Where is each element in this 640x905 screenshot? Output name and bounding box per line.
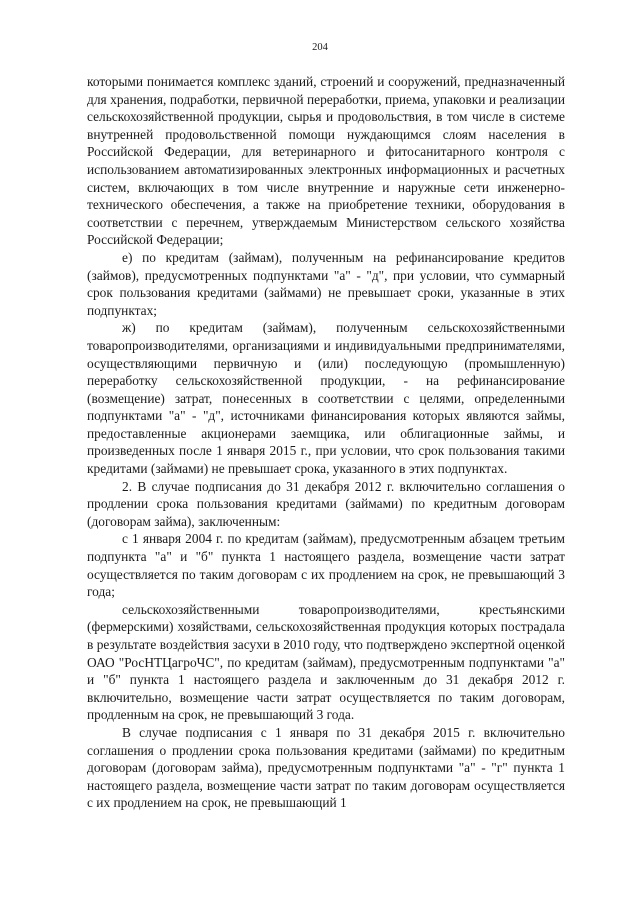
- page-number: 204: [312, 42, 328, 53]
- paragraph-continuation: которыми понимается комплекс зданий, строений и сооружений, предназначенный для хранения, подработки, первичной переработки, приема, упаковки и реализации сельскохозяйственной продукции, сырья и продовольствия, в том числе в системе внутренней продовольственной помощи нуждающимся слоям населения в Российской Федерации, для ветеринарного и фитосанитарного контроля с использованием автоматизированных электронных информационных и расчетных систем, включающих в том числе внутренние и наружные сети инженерно-технического обеспечения, а также на приобретение техники, оборудования в соответствии с перечнем, утверждаемым Министерством сельского хозяйства Российской Федерации;: [87, 74, 565, 248]
- paragraph-item-2: 2. В случае подписания до 31 декабря 2012 г. включительно соглашения о продлении срока пользования кредитами (займами) по кредитным договорам (договорам займа), заключенным:: [87, 478, 565, 529]
- paragraph-drought-2010: сельскохозяйственными товаропроизводителями, крестьянскими (фермерскими) хозяйствами, сельскохозяйственная продукция которых пострадала в результате воздействия засухи в 2010 году, что подтверждено экспертной оценкой ОАО "РосНТЦагроЧС", по кредитам (займам), предусмотренным подпунктами "а" и "б" пункта 1 настоящего раздела и заключенным до 31 декабря 2012 г. включительно, возмещение части затрат осуществляется по таким договорам, продленным на срок, не превышающий 3 года.: [87, 601, 565, 723]
- paragraph-2015: В случае подписания с 1 января по 31 декабря 2015 г. включительно соглашения о продлении срока пользования кредитами (займами) по кредитным договорам (договорам займа), предусмотренным подпунктами "а" - "г" пункта 1 настоящего раздела, возмещение части затрат по таким договорам осуществляется с их продлением на срок, не превышающий 1: [87, 724, 565, 811]
- paragraph-from-2004: с 1 января 2004 г. по кредитам (займам), предусмотренным абзацем третьим подпункта "а" и "б" пункта 1 настоящего раздела, возмещение части затрат осуществляется по таким договорам с их продлением на срок, не превышающий 3 года;: [87, 531, 565, 600]
- paragraph-subitem-e: е) по кредитам (займам), полученным на рефинансирование кредитов (займов), предусмотренных подпунктами "а" - "д", при условии, что суммарный срок пользования кредитами (займами) не превышает сроки, указанные в этих подпунктах;: [87, 249, 565, 318]
- paragraph-subitem-zh: ж) по кредитам (займам), полученным сельскохозяйственными товаропроизводителями, организациями и индивидуальными предпринимателями, осуществляющими первичную и (или) последующую (промышленную) переработку сельскохозяйственной продукции, - на рефинансирование (возмещение) затрат, понесенных в соответствии с целями, определенными подпунктами "а" - "д", источниками финансирования которых являются займы, предоставленные акционерами заемщика, или облигационные займы, и произведенных после 1 января 2015 г., при условии, что срок пользования такими кредитами (займами) не превышает срока, указанного в этих подпунктах.: [87, 320, 565, 477]
- document-body: [87, 73, 565, 812]
